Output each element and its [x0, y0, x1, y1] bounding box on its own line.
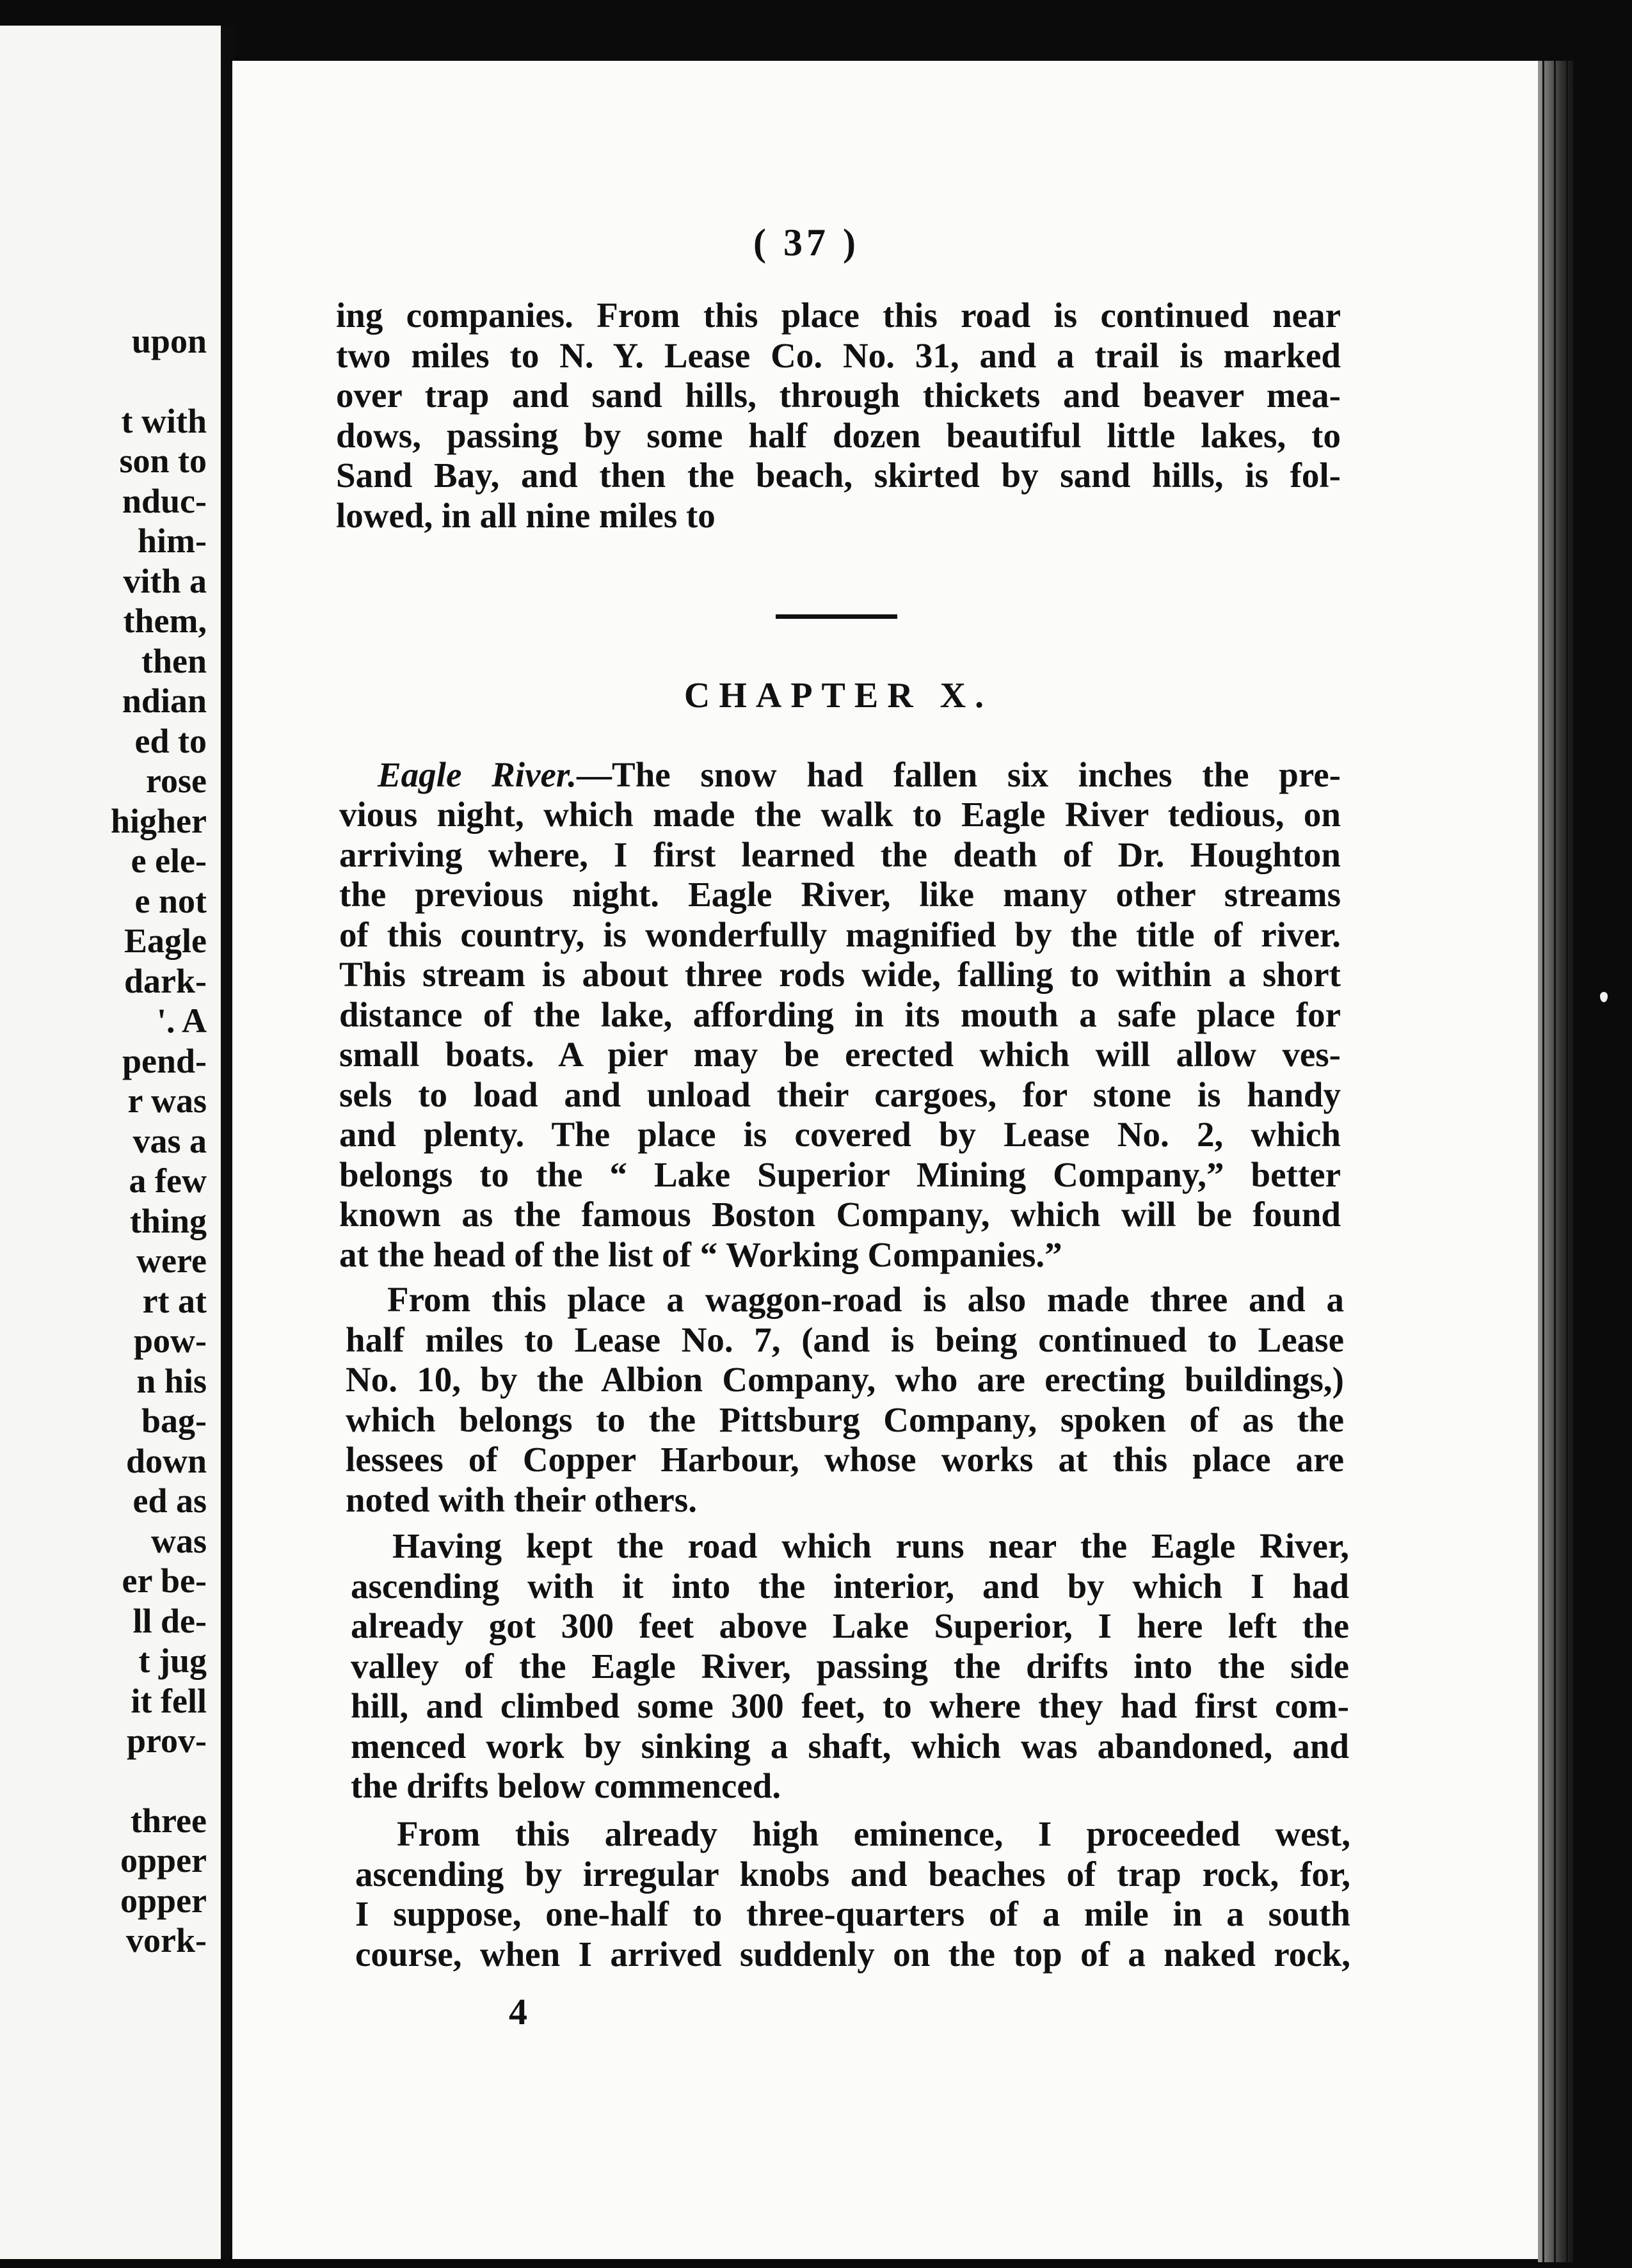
- paragraph-1-line: vious night, which made the walk to Eagle River tedious, on: [339, 795, 1341, 834]
- paragraph-2: [346, 1280, 1344, 1520]
- facing-page-line: then: [141, 641, 207, 680]
- intro-paragraph-line: lowed, in all nine miles to: [336, 495, 716, 535]
- facing-page-line: ndian: [122, 682, 207, 720]
- paragraph-2-line: No. 10, by the Albion Company, who are erecting buildings,): [346, 1360, 1344, 1399]
- paragraph-1-line: distance of the lake, affording in its mouth a safe place for: [339, 994, 1341, 1034]
- paragraph-1-line: and plenty. The place is covered by Lease No. 2, which: [339, 1115, 1341, 1154]
- facing-page-line: ll de-: [132, 1601, 207, 1640]
- facing-page-line: down: [125, 1441, 207, 1480]
- intro-paragraph-line: two miles to N. Y. Lease Co. No. 31, and a trail is marked: [336, 335, 1341, 375]
- paragraph-1-line: This stream is about three rods wide, falling to within a short: [339, 955, 1341, 994]
- facing-page-line: rose: [146, 762, 207, 800]
- facing-page-line: t jug: [138, 1641, 207, 1680]
- facing-page-line: higher: [110, 801, 207, 840]
- facing-page-line: opper: [120, 1881, 207, 1920]
- paragraph-1-line: belongs to the “ Lake Superior Mining Company,” better: [339, 1154, 1341, 1194]
- facing-page-line: three: [131, 1801, 207, 1840]
- signature-mark: 4: [509, 1991, 527, 2032]
- paragraph-1-line: small boats. A pier may be erected which will allow ves-: [339, 1035, 1341, 1074]
- facing-page-line: dark-: [124, 961, 207, 1000]
- paragraph-1-line: known as the famous Boston Company, which will be found: [339, 1195, 1341, 1234]
- facing-page-line: upon: [131, 322, 207, 360]
- facing-page-line: [2, 1761, 207, 1801]
- spine-edge-line: [1542, 61, 1544, 2262]
- facing-page-line: vork-: [126, 1921, 207, 1960]
- paragraph-1: [339, 795, 1341, 1275]
- facing-page-line: '. A: [156, 1002, 207, 1040]
- paragraph-4-line: ascending by irregular knobs and beaches of trap rock, for,: [355, 1854, 1350, 1894]
- facing-page-line: son to: [119, 442, 207, 480]
- facing-page-line: pend-: [122, 1041, 207, 1080]
- paragraph-3-line: Having kept the road which runs near the Eagle River,: [392, 1526, 1349, 1565]
- paragraph-3-line: menced work by sinking a shaft, which was abandoned, and: [351, 1726, 1349, 1766]
- paragraph-2-line: From this place a waggon-road is also made three and a: [387, 1280, 1344, 1319]
- paragraph-3-line: the drifts below commenced.: [351, 1766, 781, 1805]
- paragraph-1-line: the previous night. Eagle River, like many other streams: [339, 875, 1341, 914]
- facing-page-line: him-: [138, 522, 207, 560]
- facing-page-line: was: [150, 1521, 207, 1560]
- paragraph-2-line: noted with their others.: [346, 1480, 697, 1519]
- paragraph-4-line: I suppose, one-half to three-quarters of a mile in a south: [355, 1894, 1350, 1933]
- scan-speck: [1600, 992, 1608, 1002]
- spine-edge-line: [1554, 61, 1556, 2262]
- facing-page-line: n his: [136, 1361, 207, 1400]
- facing-page-line: vith a: [123, 561, 207, 600]
- facing-page-line: [2, 362, 207, 401]
- paragraph-1-first-line: [378, 755, 1341, 795]
- paragraph-3-line: valley of the Eagle River, passing the drifts into the side: [351, 1646, 1349, 1686]
- paragraph-1-line: sels to load and unload their cargoes, for stone is handy: [339, 1074, 1341, 1114]
- facing-page-line: pow-: [133, 1322, 207, 1360]
- intro-paragraph-line: over trap and sand hills, through thickets and beaver mea-: [336, 376, 1341, 415]
- facing-page: [0, 26, 235, 2259]
- paragraph-1-line: arriving where, I first learned the death of Dr. Houghton: [339, 835, 1341, 874]
- paragraph-2-line: lessees of Copper Harbour, whose works at this place are: [346, 1440, 1344, 1479]
- paragraph-3-line: ascending with it into the interior, and by which I had: [351, 1566, 1349, 1606]
- paragraph-1-line: —The snow had fallen six inches the pre-: [577, 755, 1341, 794]
- facing-page-line: er be-: [122, 1561, 207, 1600]
- paragraph-4: [355, 1814, 1350, 1974]
- facing-page-line: opper: [120, 1841, 207, 1880]
- facing-page-line: were: [136, 1242, 207, 1280]
- facing-page-line: prov-: [126, 1721, 207, 1760]
- page-number: ( 37 ): [753, 221, 860, 264]
- paragraph-2-line: which belongs to the Pittsburg Company, spoken of as the: [346, 1400, 1344, 1439]
- facing-page-line: thing: [129, 1201, 207, 1240]
- facing-page-line: r was: [127, 1082, 207, 1120]
- facing-page-line: it fell: [131, 1681, 207, 1720]
- chapter-lead-italic: Eagle River.: [378, 755, 577, 794]
- facing-page-line: rt at: [142, 1281, 207, 1320]
- facing-page-line: ed to: [134, 721, 207, 760]
- facing-page-line: e ele-: [131, 842, 207, 880]
- facing-page-line: vas a: [132, 1121, 207, 1160]
- paragraph-4-line: course, when I arrived suddenly on the top of a naked rock,: [355, 1934, 1350, 1974]
- chapter-heading: CHAPTER X.: [684, 676, 993, 715]
- facing-page-line: e not: [134, 881, 207, 920]
- paragraph-1-line: of this country, is wonderfully magnified by the title of river.: [339, 914, 1341, 954]
- paragraph-3: [351, 1526, 1349, 1807]
- paragraph-4-line: From this already high eminence, I proceeded west,: [397, 1814, 1350, 1853]
- paragraph-3-line: already got 300 feet above Lake Superior, I here left the: [351, 1606, 1349, 1645]
- paragraph-3-line: hill, and climbed some 300 feet, to where they had first com-: [351, 1686, 1349, 1725]
- intro-paragraph-line: Sand Bay, and then the beach, skirted by sand hills, is fol-: [336, 456, 1341, 495]
- facing-page-line: them,: [123, 602, 207, 640]
- facing-page-line: ed as: [132, 1481, 207, 1520]
- facing-page-line: nduc-: [122, 481, 207, 520]
- spine-edge-line: [1566, 61, 1568, 2262]
- facing-page-line: t with: [121, 401, 207, 440]
- facing-page-line: bag-: [141, 1402, 207, 1440]
- facing-page-line: Eagle: [124, 922, 207, 960]
- paragraph-2-line: half miles to Lease No. 7, (and is being continued to Lease: [346, 1320, 1344, 1359]
- intro-paragraph-line: dows, passing by some half dozen beautiful little lakes, to: [336, 415, 1341, 455]
- facing-page-line: a few: [129, 1162, 207, 1200]
- facing-page-text: [2, 321, 207, 1961]
- section-rule: [776, 614, 897, 619]
- intro-paragraph: [336, 296, 1341, 536]
- intro-paragraph-line: ing companies. From this place this road is continued near: [336, 296, 1341, 335]
- paragraph-1-line: at the head of the list of “ Working Companies.”: [339, 1234, 1062, 1274]
